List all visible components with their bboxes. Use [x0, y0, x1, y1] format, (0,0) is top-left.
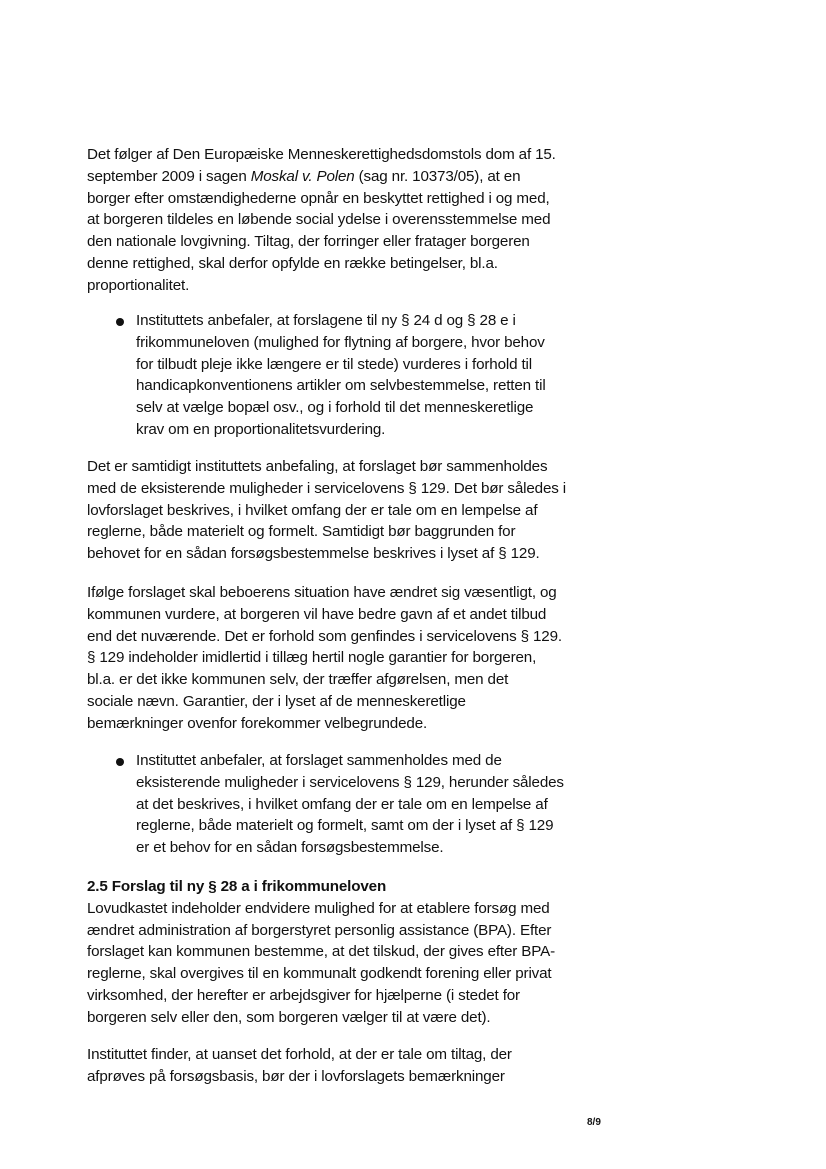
text-line: bl.a. er det ikke kommunen selv, der træffer afgørelsen, men det — [87, 671, 509, 689]
text-line: denne rettighed, skal derfor opfylde en række betingelser, bl.a. — [87, 254, 498, 272]
text-line: reglerne, både materielt og formelt. Samtidigt bør baggrunden for — [87, 523, 516, 541]
text-line: borgeren selv eller den, som borgeren vælger til at være det). — [87, 1008, 491, 1026]
paragraph-recommendation — [87, 456, 592, 565]
text-line: forslaget kan kommunen bestemme, at det tilskud, der gives efter BPA- — [87, 943, 555, 961]
text-line: er et behov for en sådan forsøgsbestemmelse. — [136, 839, 444, 857]
paragraph-institute-finding — [87, 1044, 592, 1088]
text-line: frikommuneloven (mulighed for flytning af borgere, hvor behov — [136, 333, 545, 351]
bullet-icon — [116, 318, 124, 326]
text-line: for tilbudt pleje ikke længere er til stede) vurderes i forhold til — [136, 355, 532, 373]
section-2-5 — [87, 876, 592, 1029]
recommendation-bullet-2 — [136, 750, 596, 859]
paragraph-situation — [87, 582, 592, 735]
text-line: Det er samtidigt instituttets anbefaling, at forslaget bør sammenholdes — [87, 458, 548, 475]
text-line: lovforslaget beskrives, i hvilket omfang der er tale om en lempelse af — [87, 501, 538, 519]
text-line: reglerne, både materielt og formelt, samt om der i lyset af § 129 — [136, 817, 554, 835]
text-line: at borgeren tildeles en løbende social ydelse i overensstemmelse med — [87, 211, 551, 229]
text-line: med de eksisterende muligheder i servicelovens § 129. Det bør således i — [87, 479, 566, 497]
text-line: den nationale lovgivning. Tiltag, der forringer eller fratager borgeren — [87, 233, 530, 251]
text-line: kommunen vurdere, at borgeren vil have bedre gavn af et andet tilbud — [87, 605, 547, 623]
recommendation-bullet-1 — [136, 310, 596, 441]
text-line: § 129 indeholder imidlertid i tillæg hertil nogle garantier for borgeren, — [87, 649, 537, 667]
text-line: eksisterende muligheder i servicelovens § 129, herunder således — [136, 773, 564, 791]
text-line: at det beskrives, i hvilket omfang der er tale om en lempelse af — [136, 795, 548, 813]
page-number: 8/9 — [587, 1117, 601, 1128]
text-span: (sag nr. 10373/05), at en — [354, 167, 521, 185]
text-span: september 2009 i sagen — [87, 167, 251, 185]
text-line: proportionalitet. — [87, 276, 190, 294]
text-line: Instituttet finder, at uanset det forhold, at der er tale om tiltag, der — [87, 1046, 512, 1063]
text-line: afprøves på forsøgsbasis, bør der i lovforslagets bemærkninger — [87, 1067, 505, 1085]
text-line: virksomhed, der herefter er arbejdsgiver for hjælperne (i stedet for — [87, 986, 520, 1004]
text-line: selv at vælge bopæl osv., og i forhold til det menneskeretlige — [136, 399, 534, 417]
paragraph-moskal — [87, 144, 592, 297]
text-line: Instituttet anbefaler, at forslaget sammenholdes med de — [136, 752, 502, 769]
case-name: Moskal v. Polen — [250, 167, 355, 185]
text-line: Lovudkastet indeholder endvidere mulighed for at etablere forsøg med — [87, 899, 550, 917]
text-line: reglerne, skal overgives til en kommunalt godkendt forening eller privat — [87, 965, 552, 983]
text-line: ændret administration af borgerstyret personlig assistance (BPA). Efter — [87, 921, 552, 939]
text-line: end det nuværende. Det er forhold som genfindes i servicelovens § 129. — [87, 627, 562, 645]
text-line: Ifølge forslaget skal beboerens situation have ændret sig væsentligt, og — [87, 584, 557, 601]
text-line: krav om en proportionalitetsvurdering. — [136, 420, 386, 438]
bullet-icon — [116, 758, 124, 766]
section-heading: 2.5 Forslag til ny § 28 a i frikommuneloven — [87, 878, 387, 895]
text-line: handicapkonventionens artikler om selvbestemmelse, retten til — [136, 377, 546, 395]
text-line: behovet for en sådan forsøgsbestemmelse beskrives i lyset af § 129. — [87, 545, 540, 563]
text-line: Instituttets anbefaler, at forslagene til ny § 24 d og § 28 e i — [136, 312, 516, 329]
text-line — [87, 166, 592, 188]
text-line: borger efter omstændighederne opnår en beskyttet rettighed i og med, — [87, 189, 550, 207]
text-line: bemærkninger ovenfor forekommer velbegrundede. — [87, 714, 428, 732]
text-line: Det følger af Den Europæiske Menneskerettighedsdomstols dom af 15. — [87, 146, 556, 163]
text-line: sociale nævn. Garantier, der i lyset af de menneskeretlige — [87, 692, 466, 710]
